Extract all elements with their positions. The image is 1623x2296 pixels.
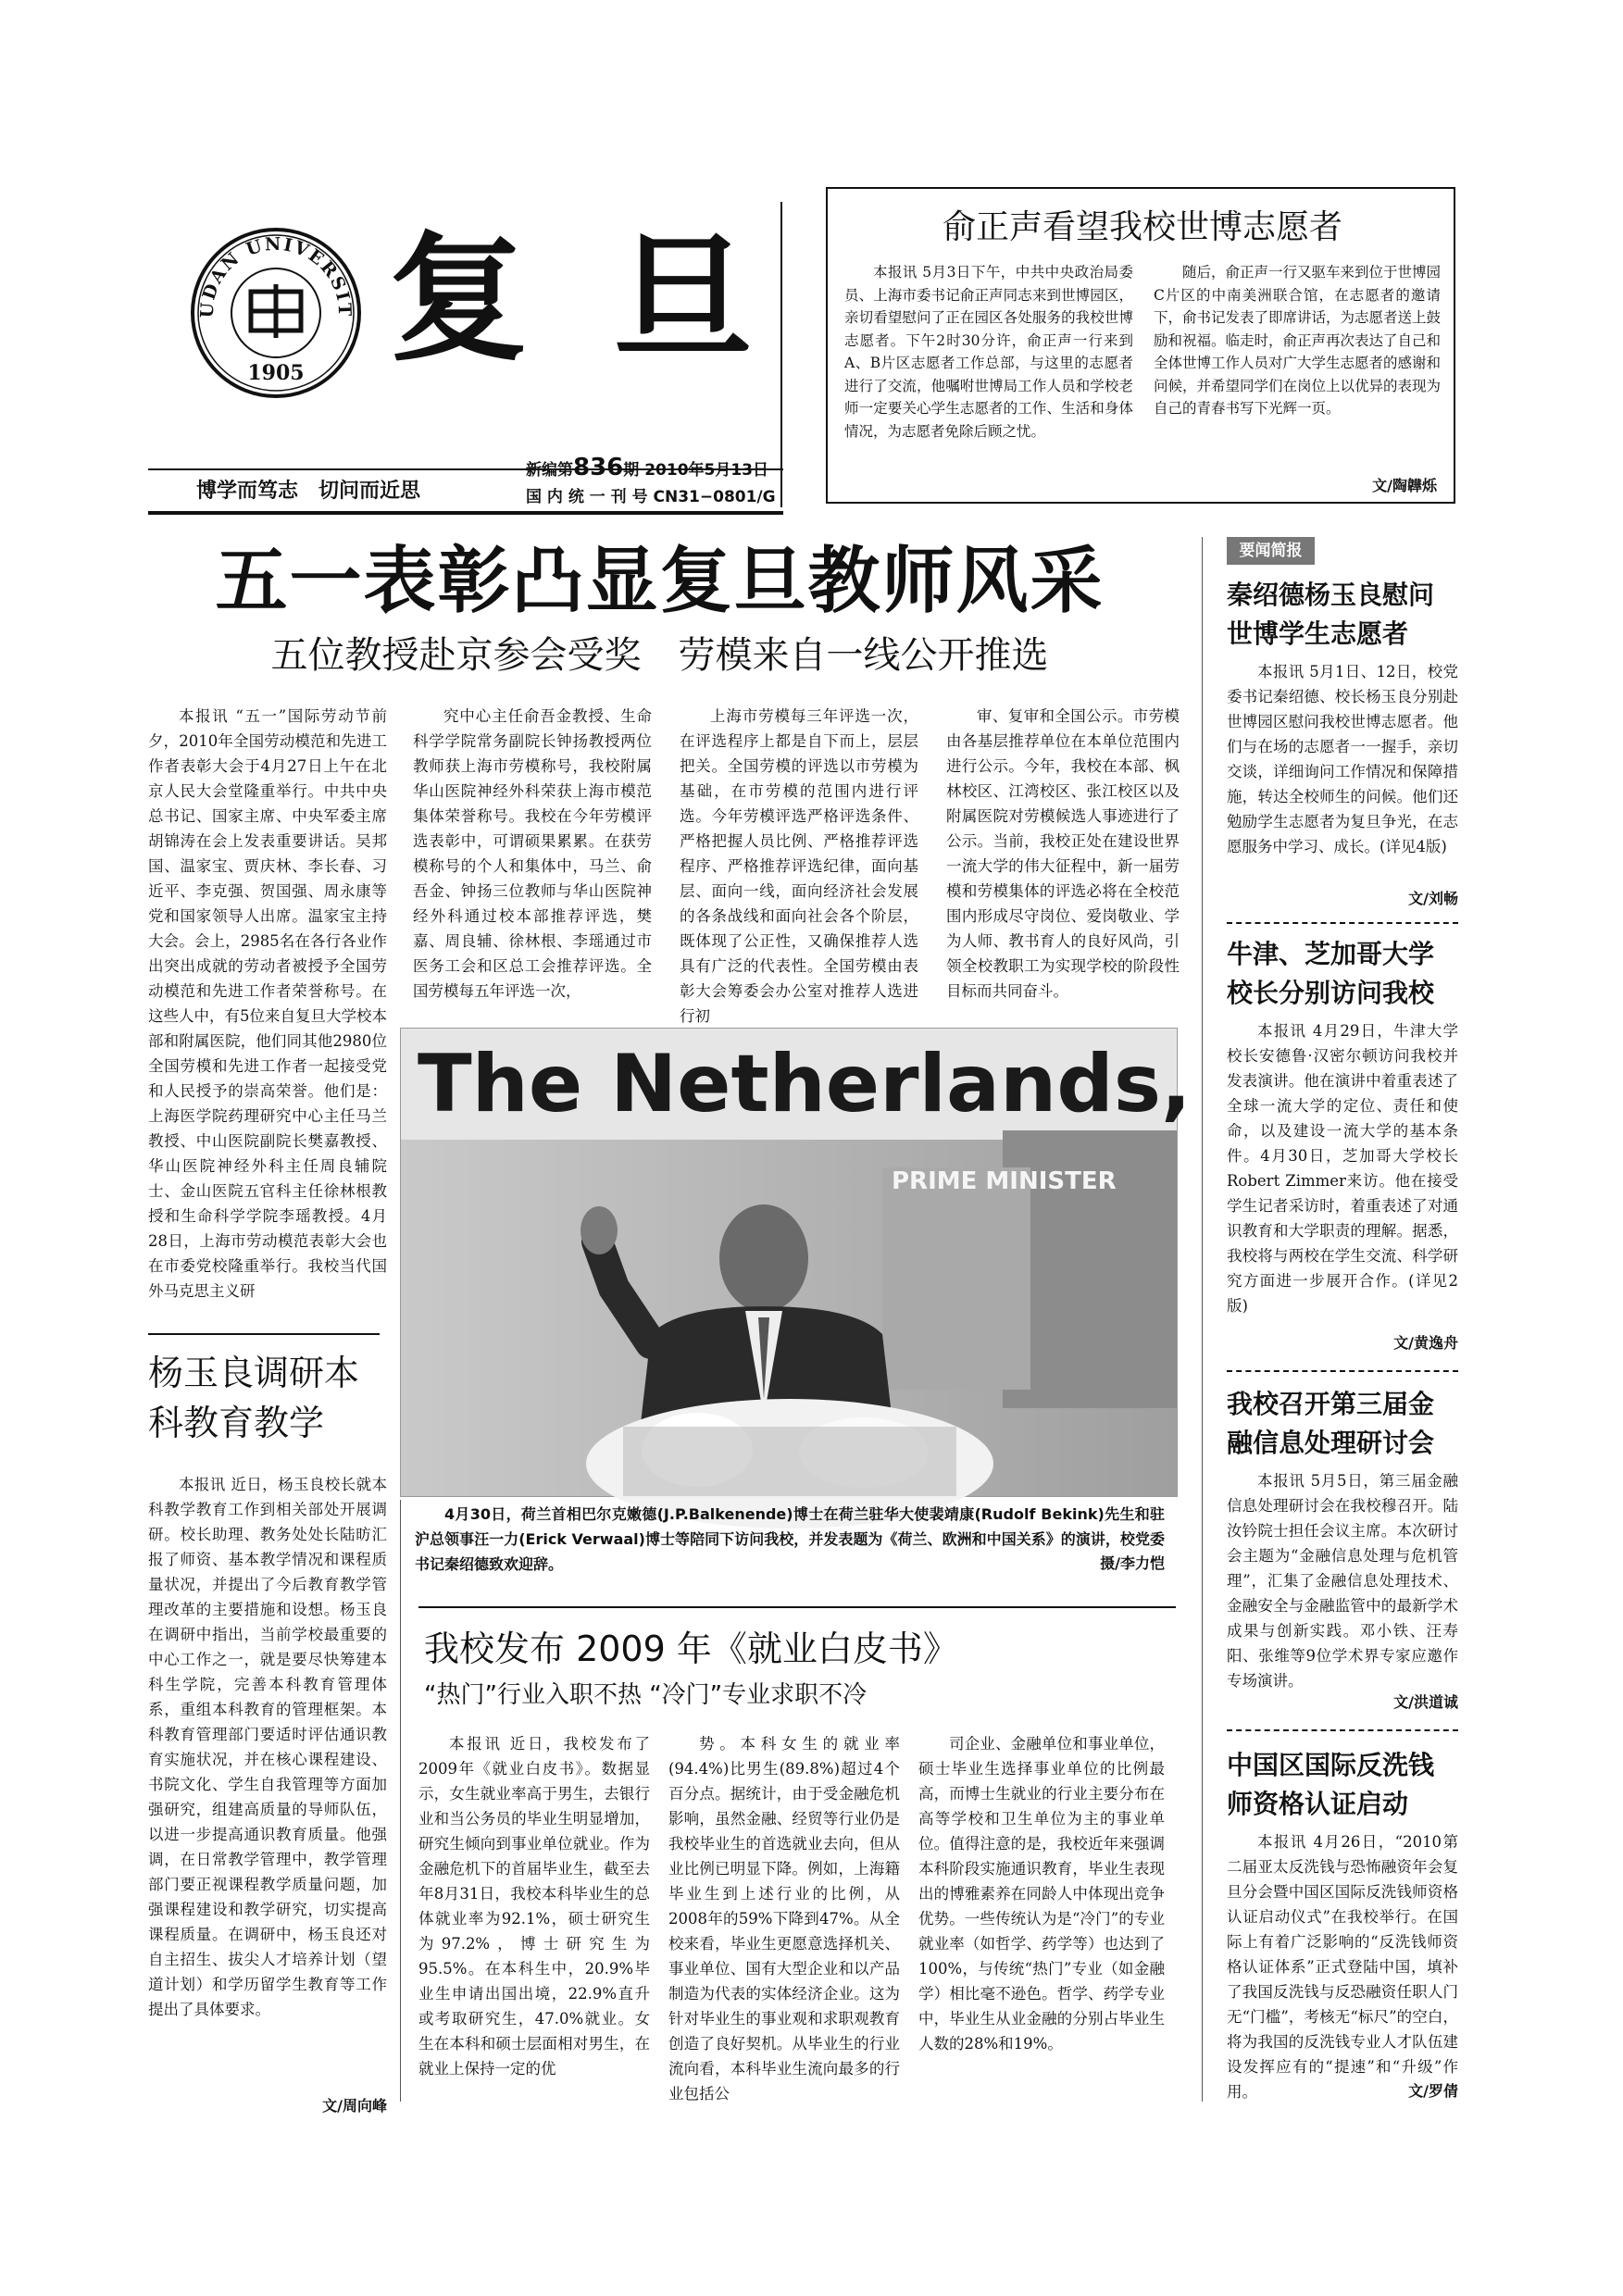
cn-number: 国 内 统 一 刊 号 CN31−0801/G [526,488,776,506]
left-story-byline: 文/周向峰 [322,2097,387,2115]
issue-label: 新编第 [526,461,573,480]
lead-col2: 究中心主任俞吾金教授、生命科学学院常务副院长钟扬教授两位教师获上海市劳模称号，我校附属华山医院神经外科荣获上海市模范集体荣誉称号。我校在今年劳模评选表彰中，可谓硕果累累。在获劳模称号的个人和集体中，马兰、俞吾金、钟扬三位教师与华山医院神经外科通过校本部推荐评选，樊嘉、周良辅、徐林根、李瑶通过市医务工会和区总工会推荐评选。全国劳模每五年评选一次， [413,707,652,1000]
column-divider-left [400,1500,401,2102]
white-paper-subheadline: “热门”行业入职不热 “冷门”专业求职不冷 [424,1681,868,1709]
white-paper-col3: 司企业、金融单位和事业单位，硕士毕业生选择事业单位的比例最高，而博士生就业的行业主要分布在高等学校和卫生单位为主的事业单位。值得注意的是，我校近年来强调本科阶段实施通识教育，毕业生表现出的博雅素养在同龄人中体现出竞争优势。一些传统认为是“冷门”的专业就业率（如哲学、药学等）也达到了100%，与传统“热门”专业（如金融学）相比毫不逊色。哲学、药学专业中，毕业生从业金融的分别占毕业生人数的28%和19%。 [918,1735,1165,2053]
white-paper-rule [418,1606,1176,1608]
sidebar-item-headline: 我校召开第三届金融信息处理研讨会 [1227,1389,1435,1458]
box-story [826,187,1455,504]
box-story-col2: 随后，俞正声一行又驱车来到位于世博园C片区的中南美洲联合馆，在志愿者的邀请下，俞书记发表了即席讲话，为志愿者送上鼓励和祝福。临走时，俞正声再次表达了自己和全体世博工作人员对广大学生志愿者的感谢和问候，并希望同学们在岗位上以优异的表现为自己的青春书写下光辉一页。 [1154,264,1442,417]
left-story-text: 本报讯 近日，杨玉良校长就本科教学教育工作到相关部处开展调研。校长助理、教务处处长陆昉汇报了师资、基本教学情况和课程质量状况，并提出了今后教育教学管理改革的主要措施和设想。杨玉良在调研中指出，当前学校最重要的中心工作之一，就是要尽快筹建本科生学院，完善本科教育管理体系，重组本科教育的管理框架。本科教育管理部门要适时评估通识教育实施状况，并在核心课程建设、书院文化、学生自我管理等方面加强研究，组建高质量的导师队伍，以进一步提高通识教育质量。他强调，在日常教学管理中，教学管理部门要正视课程教学质量问题，加强课程建设和教学研究，切实提高课程质量。在调研中，杨玉良还对自主招生、拔尖人才培养计划（望道计划）和学历留学生教育等工作提出了具体要求。 [148,1476,387,2018]
box-story-col1: 本报讯 5月3日下午，中共中央政治局委员、上海市委书记俞正声同志来到世博园区，亲切看望慰问了正在园区各处服务的我校世博志愿者。下午2时30分许，俞正声一行来到A、B片区志愿者工作总部，与这里的志愿者进行了交流，他嘱咐世博局工作人员和学校老师一定要关心学生志愿者的工作、生活和身体情况，为志愿者免除后顾之忧。 [844,264,1133,440]
lead-col1: 本报讯 “五一”国际劳动节前夕，2010年全国劳动模范和先进工作者表彰大会于4月27日上午在北京人民大会堂隆重举行。中共中央总书记、国家主席、中央军委主席胡锦涛在会上发表重要讲话。吴邦国、温家宝、贾庆林、李长春、习近平、李克强、贺国强、周永康等党和国家领导人出席。温家宝主持大会。会上，2985名在各行各业作出突出成就的劳动者被授予全国劳动模范和先进工作者荣誉称号。在这些人中，有5位来自复旦大学校本部和附属医院，他们同其他2980位全国劳模和先进工作者一起接受党和人民授予的崇高荣誉。他们是：上海医学院药理研究中心主任马兰教授、中山医院副院长樊嘉教授、华山医院神经外科主任周良辅院士、金山医院五官科主任徐林根教授和生命科学学院李瑶教授。4月28日，上海市劳动模范表彰大会也在市委党校隆重举行。我校当代国外马克思主义研 [148,707,387,1300]
masthead-motto: 博学而笃志 切问而近思 [196,480,421,503]
sidebar-item-headline: 中国区国际反洗钱师资格认证启动 [1227,1750,1435,1819]
masthead-title: 复 旦 [389,218,771,381]
masthead-divider-vertical [780,202,782,507]
white-paper-headline: 我校发布 2009 年《就业白皮书》 [424,1628,958,1669]
left-story-rule [148,1333,380,1335]
left-story-headline: 杨玉良调研本科教育教学 [148,1353,360,1443]
white-paper-col1: 本报讯 近日，我校发布了2009年《就业白皮书》。数据显示，女生就业率高于男生，去银行业和当公务员的毕业生明显增加，研究生倾向到事业单位就业。作为金融危机下的首届毕业生，截至去年8月31日，我校本科毕业生的总体就业率为92.1%，硕士研究生为97.2%，博士研究生为95.5%。在本科生中，20.9%毕业生申请出国出境，22.9%直升或考取研究生，47.0%就业。女生在本科和硕士层面相对男生，在就业上保持一定的优 [418,1735,650,2078]
sidebar-separator [1227,922,1458,924]
photo-sub-banner: PRIME MINISTER [892,1167,1117,1195]
seal-text: UDAN UNIVERSIT [196,233,356,318]
sidebar-item-text: 本报讯 4月26日，“2010第二届亚太反洗钱与恐怖融资年会复旦分会暨中国区国际反洗钱师资格认证启动仪式”在我校举行。在国际上有着广泛影响的“反洗钱师资格认证体系”正式登陆中国，填补了我国反洗钱与反恐融资任职人门无“门槛”，考核无“标尺”的空白，将为我国的反洗钱专业人才队伍建设发挥应有的“提速”和“升级”作用。 [1227,1833,1458,2101]
box-story-headline: 俞正声看望我校世博志愿者 [942,208,1342,246]
photo-credit: 摄/李力恺 [1100,1554,1165,1572]
svg-text:FUDAN UNIVERSITY [190,227,355,318]
sidebar-item-text: 本报讯 4月29日，牛津大学校长安德鲁·汉密尔顿访问我校并发表演讲。他在演讲中着重表述了全球一流大学的定位、责任和使命，以及建设一流大学的基本条件。4月30日，芝加哥大学校长Robert Zimmer来访。他在接受学生记者采访时，着重表述了对通识教育和大学职责的理解。据悉，我校将与两校在学生交流、科学研究方面进一步展开合作。(详见2版) [1227,1022,1458,1315]
sidebar-separator [1227,1370,1458,1372]
news-photo [400,1028,1192,1497]
issue-number: 836 [573,454,624,481]
photo-caption-text: 4月30日，荷兰首相巴尔克嫩德(J.P.Balkenende)博士在荷兰驻华大使裴靖康(Rudolf Bekink)先生和驻沪总领事汪一力(Erick Verwaal)博士等陪同下访问我校，并发表题为《荷兰、欧洲和中国关系》的演讲，校党委书记秦绍德致欢迎辞。 [415,1505,1165,1573]
lead-col3: 上海市劳模每三年评选一次，在评选程序上都是自下而上，层层把关。全国劳模的评选以市劳模为基础，在市劳模的范围内进行评选。今年劳模评选严格评选条件、严格把握人员比例、严格推荐评选程序、严格推荐评选纪律，面向基层、面向一线，面向经济社会发展的各条战线和面向社会各个阶层，既体现了公正性，又确保推荐人选具有广泛的代表性。全国劳模由表彰大会筹委会办公室对推荐人选进行初 [680,707,918,1025]
box-story-byline: 文/陶韡烁 [1372,477,1437,494]
sidebar-item-text: 本报讯 5月5日，第三届金融信息处理研讨会在我校穆召开。陆汝钤院士担任会议主席。本次研讨会主题为“金融信息处理与危机管理”，汇集了金融信息处理技术、金融安全与金融监管中的最新学术成果与创新实践。邓小铁、汪寿阳、张维等9位学术界专家应邀作专场演讲。 [1227,1472,1458,1690]
sidebar-section-label [1227,537,1315,565]
lead-subheadline: 五位教授赴京参会受奖 劳模来自一线公开推选 [270,634,1049,677]
lead-headline: 五一表彰凸显复旦教师风采 [215,540,1105,623]
sidebar-item-headline: 牛津、芝加哥大学校长分别访问我校 [1227,939,1435,1008]
seal-year: 1905 [247,361,305,385]
issue-line [526,454,768,484]
university-seal [190,227,362,399]
lead-col4: 审、复审和全国公示。市劳模由各基层推荐单位在本单位范围内进行公示。今年，我校在本部、枫林校区、江湾校区、张江校区以及附属医院对劳模候选人事迹进行了公示。当前，我校正处在建设世界一流大学的伟大征程中，新一届劳模和劳模集体的评选必将在全校范围内形成尽守岗位、爱岗敬业、学为人师、教书育人的良好风尚，引领全校教职工为实现学校的阶段性目标而共同奋斗。 [946,707,1180,1000]
sidebar-item-byline: 文/罗倩 [1408,2082,1458,2100]
sidebar-item-byline: 文/黄逸舟 [1393,1334,1458,1352]
sidebar-item-text: 本报讯 5月1日、12日，校党委书记秦绍德、校长杨玉良分别赴世博园区慰问我校世博志愿者。他们与在场的志愿者一一握手，亲切交谈，详细询问工作情况和保障措施，转达全校师生的问候。他们还勉励学生志愿者为复旦争光，在志愿服务中学习、成长。(详见4版) [1227,663,1458,855]
sidebar-item-byline: 文/洪道诚 [1393,1693,1458,1711]
sidebar-divider [1202,537,1203,2102]
sidebar-item-byline: 文/刘畅 [1408,890,1458,907]
masthead-rule-bottom [148,511,783,515]
sidebar-item-headline: 秦绍德杨玉良慰问世博学生志愿者 [1227,580,1435,649]
sidebar-separator [1227,1729,1458,1731]
issue-date: 2010年5月13日 [644,461,769,480]
issue-suffix: 期 [623,461,640,480]
photo-banner-text: The Netherlands, [418,1038,1192,1130]
sidebar-section-label-text: 要闻简报 [1239,542,1303,560]
white-paper-col2: 势。本科女生的就业率(94.4%)比男生(89.8%)超过4个百分点。据统计，由于受金融危机影响，虽然金融、经贸等行业仍是我校毕业生的首选就业去向，但从业比例已明显下降。例如，上海籍毕业生到上述行业的比例，从2008年的59%下降到47%。从全校来看，毕业生更愿意选择机关、事业单位、国有大型企业和以产品制造为代表的实体经济企业。这为针对毕业生的事业观和求职观教育创造了良好契机。从毕业生的行业流向看，本科毕业生流向最多的行业包括公 [668,1735,900,2103]
